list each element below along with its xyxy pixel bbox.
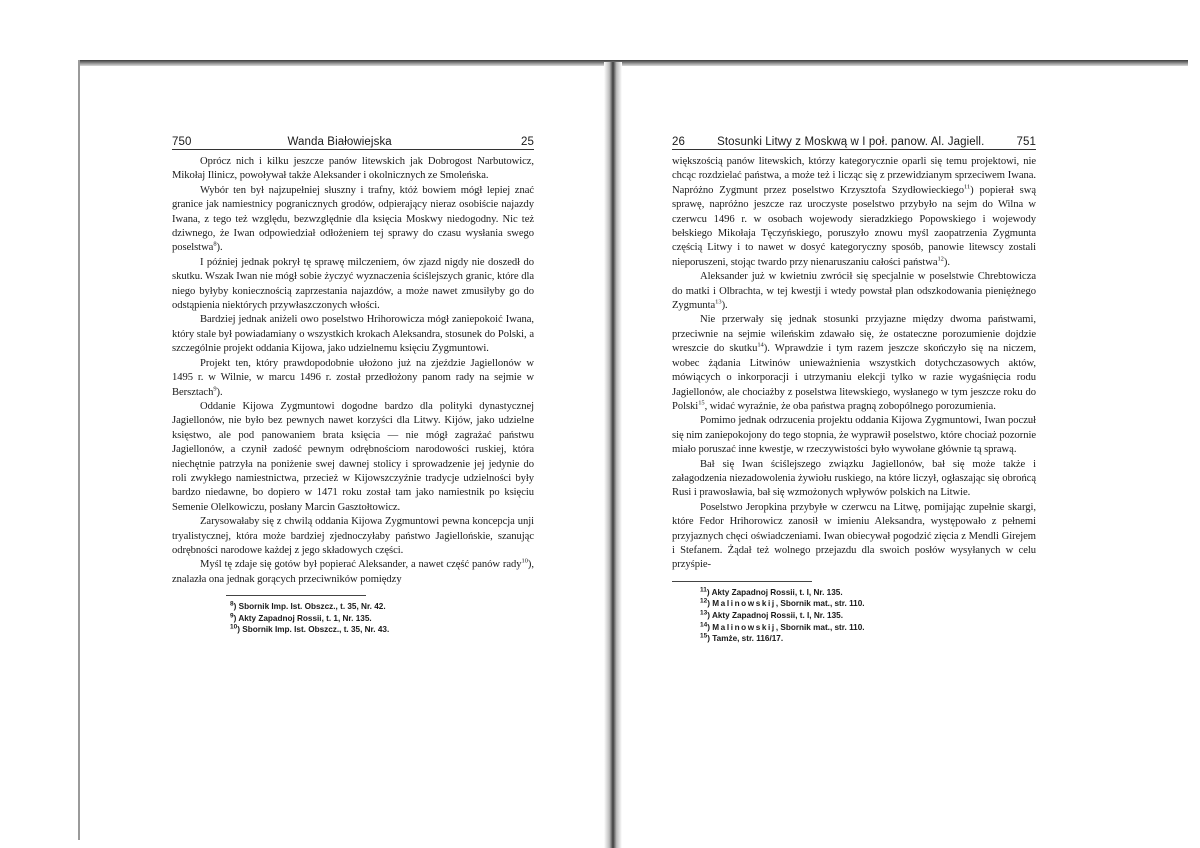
footnote-reference: 11: [963, 183, 971, 191]
footnote-marker: ): [233, 613, 239, 623]
paragraph-text: ).: [216, 242, 223, 254]
paragraph: [172, 184, 534, 256]
paragraph-text: Projekt ten, który prawdopodobnie ułożono już na zjeździe Jagiellonów w 1495 r. w Wilnie, w marcu 1496 r. został przedłożony panom rady na sejmie w Bersztach: [172, 357, 534, 398]
paragraph: [672, 501, 1036, 573]
paragraph: [672, 414, 1036, 457]
footnote-reference: 12: [700, 597, 708, 605]
footnote-marker: ): [707, 622, 713, 632]
footnote-text: , Sbornik mat., str. 110.: [775, 599, 865, 609]
footnote-reference: 9: [213, 384, 217, 392]
footnote-reference: 13: [715, 298, 722, 306]
paragraph-text: ).: [943, 256, 950, 268]
right-footnotes: [700, 587, 1036, 645]
paragraph: [172, 515, 534, 558]
right-title: Stosunki Litwy z Moskwą w I poł. panow. Al. Jagiell.: [717, 136, 985, 148]
paragraph-text: większością panów litewskich, którzy kategorycznie oparli się temu projektowi, nie chcąc rozdzielać państwa, a może też i licząc się z przewidzianym sprzeciwem Iwana. Napróżno Zygmunt przez poselstwo Krzysztofa Szydłowieckiego: [672, 156, 1036, 196]
left-running-head: [172, 136, 534, 150]
footnote: [230, 601, 534, 613]
left-footnote-rule: [226, 595, 366, 596]
paragraph-text: ).: [216, 386, 223, 398]
footnote-reference: 8: [213, 240, 217, 248]
footnote-author: Malinowskij: [712, 622, 776, 632]
footnote-text: Akty Zapadnoj Rossii, t. 1, Nr. 135.: [238, 613, 372, 623]
left-body-text: [172, 155, 534, 587]
paragraph-text: ), znalazła ona jednak gorących przeciwników pomiędzy: [172, 559, 534, 585]
footnote-reference: 9: [230, 612, 234, 620]
footnote-marker: ): [707, 634, 713, 644]
left-author: Wanda Białowiejska: [287, 136, 392, 148]
paragraph: [172, 558, 534, 587]
footnote-text: Tamże, str. 116/17.: [712, 634, 784, 644]
paragraph: [672, 270, 1036, 313]
right-footnote-rule: [672, 581, 812, 582]
left-book-page: 25: [521, 136, 534, 148]
footnote-reference: 13: [700, 609, 708, 617]
footnote: [230, 624, 534, 636]
footnote-reference: 12: [937, 255, 944, 263]
footnote-marker: ): [707, 599, 713, 609]
paragraph: [172, 313, 534, 356]
footnote-text: Akty Zapadnoj Rossii, t. I, Nr. 135.: [711, 587, 843, 597]
right-page-number: 751: [1016, 136, 1036, 148]
scan-top-edge: [78, 60, 1188, 66]
paragraph-text: Poselstwo Jeropkina przybyłe w czerwcu na Litwę, pomijając zupełnie skargi, które Fedor Hrihorowicz zanosił w imieniu Aleksandra, występowało z pełnemi przyjaznych chęci oświadczeniami. Iwan obiecywał pogodzić zięcia z Mendli Girejem i Stefanem. Żądał też wolnego przejazdu dla swoich posłów wysyłanych w celu przyśpie-: [672, 501, 1036, 571]
paragraph-text: I później jednak pokrył tę sprawę milczeniem, ów zjazd nigdy nie doszedł do skutku. Wszak Iwan nie mógł sobie życzyć wyznaczenia ściślejszych granic, które dla niego byłyby koniecznością zaprzestania najazdów, a może nawet zmusiłyby go do odstąpienia niektórych przywłaszczonych włości.: [172, 256, 534, 312]
footnote-text: Sbornik Imp. Ist. Obszcz., t. 35, Nr. 42.: [238, 602, 386, 612]
book-gutter: [604, 62, 622, 848]
paragraph-text: Aleksander już w kwietniu zwrócił się specjalnie w poselstwie Chrebtowicza do matki i Olbrachta, w tej kwestji i wtedy powstał plan odszkodowania pieniężnego Zygmunta: [672, 271, 1036, 312]
footnote: [700, 622, 1036, 634]
paragraph: [172, 357, 534, 400]
paragraph-text: Oddanie Kijowa Zygmuntowi dogodne bardzo dla polityki dynastycznej Jagiellonów, nie było bez pewnych nawet korzyści dla Litwy. Kijów, jako udzielne księstwo, ale pod panowaniem brata księcia — nie mógł zagrażać państwu Jagiellonów, a czynił zadość pewnym odrębnościom narodowości ruskiej, która niechętnie patrzyła na poniżenie swej dawnej stolicy i sprowadzenie jej jedynie do roli zwykłego namiestnictwa, przecież w Kijowszczyźnie tradycje udzielności były bardzo niedawne, bo dopiero w 1471 roku został tam jako namiestnik po księciu Semenie Olelkowiczu, posłany Marcin Gasztołtowicz.: [172, 400, 534, 513]
footnote: [700, 610, 1036, 622]
footnote: [700, 587, 1036, 599]
footnote-reference: 8: [230, 600, 234, 608]
paragraph: [672, 313, 1036, 414]
paragraph: [172, 400, 534, 515]
paragraph-text: , widać wyraźnie, że oba państwa pragną zobopólnego porozumienia.: [704, 400, 996, 412]
paragraph-text: Myśl tę zdaje się gotów był popierać Aleksander, a nawet część panów rady: [200, 559, 522, 571]
paragraph-text: ) popierał swą sprawę, napróżno jeszcze raz uroczyste poselstwo przybyło na sejm do Wilna w czerwcu 1496 r. w osobach wojewody sieradzkiego Popowskiego i wojewody bełskiego Mikołaja Tęczyńskiego, poruszyło znowu myśl zaopatrzenia Zygmunta częścią Litwy i to nawet w dosyć kategoryczny sposób, panowie litewscy zostali nieporuszeni, stojąc twardo przy nienaruszaniu całości państwa: [672, 184, 1036, 268]
paragraph-text: Zarysowałaby się z chwilą oddania Kijowa Zygmuntowi pewna koncepcja unji tryalistycznej, która może bardziej zjednoczyłaby państwo Jagiellońskie, szanując odrębności narodowe każdej z jego składowych części.: [172, 516, 534, 556]
paragraph: [172, 155, 534, 184]
footnote-marker: ): [233, 602, 239, 612]
footnote-author: Malinowskij: [712, 599, 776, 609]
left-footnotes: [230, 601, 534, 636]
footnote-reference: 15: [698, 399, 705, 407]
paragraph: [172, 256, 534, 314]
paragraph-text: ).: [721, 300, 728, 312]
footnote-marker: ): [707, 610, 712, 620]
paragraph-text: Bał się Iwan ściślejszego związku Jagiellonów, bał się może także i załagodzenia niezadowolenia żywiołu ruskiego, na które liczył, ogłaszając się obrońcą Rusi i prawosławia, bał się wzmożonych wpływów polskich na Litwie.: [672, 458, 1036, 499]
paragraph-text: ). Wprawdzie i tym razem jeszcze skończyło się na niczem, wobec żądania Litwinów unieważnienia wszystkich dotychczasowych aktów, mówiących o inkorporacji i utrzymaniu elekcji tylko w razie wygaśnięcia rodu Jagiellonów, ale chociażby z poselstwa litewskiego, wysłanego w tym jeszcze roku do Polski: [672, 343, 1036, 412]
right-book-page: 26: [672, 136, 685, 148]
footnote-reference: 14: [757, 341, 764, 349]
paragraph-text: Oprócz nich i kilku jeszcze panów litewskich jak Dobrogost Narbutowicz, Mikołaj Ilinicz, powoływał także Aleksander i okolnicznych ze Smoleńska.: [172, 156, 534, 182]
footnote-reference: 10: [230, 623, 238, 631]
footnote-reference: 14: [700, 620, 708, 628]
left-page-number: 750: [172, 136, 192, 148]
footnote-reference: 10: [521, 557, 528, 565]
scan-left-edge: [78, 60, 80, 840]
right-page: [672, 136, 1036, 645]
footnote-text: , Sbornik mat., str. 110.: [775, 622, 865, 632]
footnote-reference: 15: [700, 632, 708, 640]
paragraph: [672, 458, 1036, 501]
paragraph-text: Nie przerwały się jednak stosunki przyjazne między dwoma państwami, przeciwnie na sejmie wileńskim zdawało się, że ostateczne porozumienie dojdzie wreszcie do skutku: [672, 314, 1036, 355]
footnote-text: Akty Zapadnoj Rossii, t. I, Nr. 135.: [711, 610, 843, 620]
left-page: [172, 136, 534, 636]
footnote: [700, 633, 1036, 645]
footnote-reference: 11: [700, 586, 707, 594]
right-running-head: [672, 136, 1036, 150]
footnote-text: Sbornik Imp. Ist. Obszcz., t. 35, Nr. 43.: [242, 625, 390, 635]
footnote-marker: ): [706, 587, 712, 597]
paragraph-text: Bardziej jednak aniżeli owo poselstwo Hrihorowicza mógł zaniepokoić Iwana, który stale był powiadamiany o wszystkich krokach Aleksandra, stosunek do Polski, a szczególnie projekt oddania Kijowa, jako udzielnemu księciu Zygmuntowi.: [172, 314, 534, 355]
paragraph: [672, 155, 1036, 270]
footnote: [700, 598, 1036, 610]
footnote: [230, 613, 534, 625]
footnote-marker: ): [237, 625, 243, 635]
right-body-text: [672, 155, 1036, 573]
paragraph-text: Pomimo jednak odrzucenia projektu oddania Kijowa Zygmuntowi, Iwan poczuł się nim zaniepokojony do tego stopnia, że wyprawił poselstwo, które chociaż pozornie miało poruszać inne kwestje, w rzeczywistości było wywołane głównie tą sprawą.: [672, 415, 1036, 456]
paragraph-text: Wybór ten był najzupełniej słuszny i trafny, któż bowiem mógł lepiej znać granice jak namiestnicy pogranicznych grodów, odpierający nieraz osobiście najazdy Iwana, z tego też względu, bezwzględnie dla księcia Moskwy niedogodny. Nic też dziwnego, że Iwan odpowiedział odłożeniem tej sprawy do czasu wysłania swego poselstwa: [172, 184, 534, 254]
